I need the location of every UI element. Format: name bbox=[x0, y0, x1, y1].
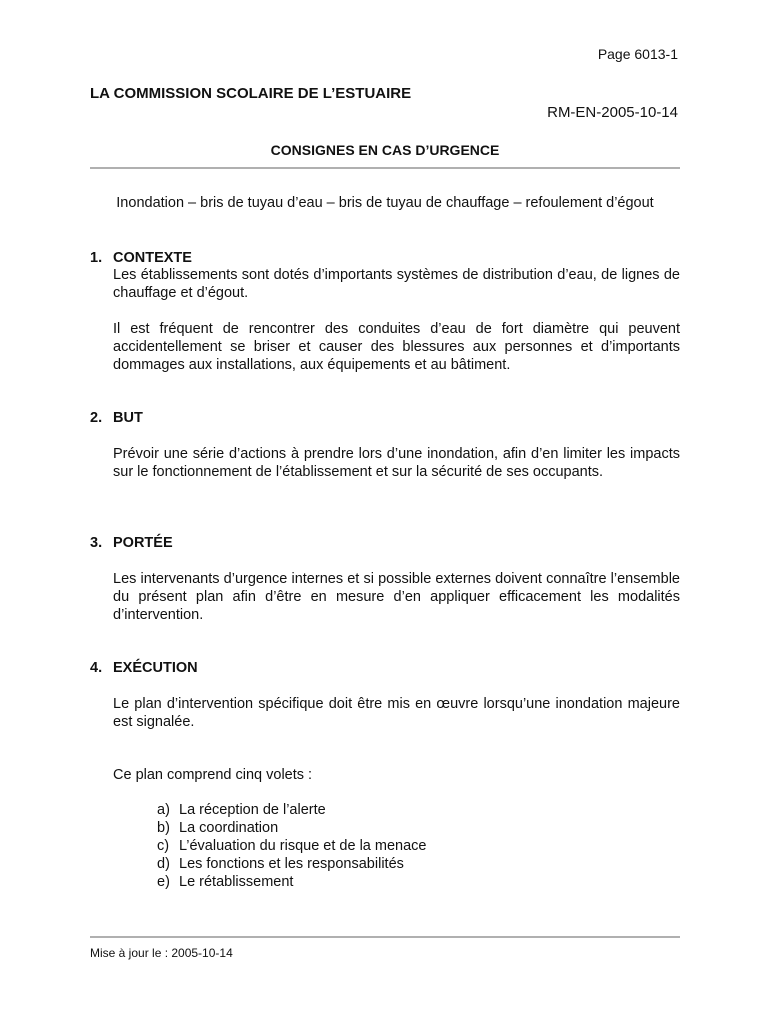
list-text: Le rétablissement bbox=[179, 874, 294, 890]
list-item bbox=[157, 873, 426, 891]
list-letter: e) bbox=[157, 874, 170, 890]
section-number: 2. bbox=[90, 410, 103, 426]
section-number: 4. bbox=[90, 660, 103, 676]
list-letter: d) bbox=[157, 856, 170, 872]
list-letter: b) bbox=[157, 820, 170, 836]
list-letter: c) bbox=[157, 838, 170, 854]
list-item bbox=[157, 837, 426, 855]
section-heading-but bbox=[90, 410, 143, 426]
document-reference: RM-EN-2005-10-14 bbox=[547, 104, 678, 121]
list-item bbox=[157, 855, 426, 873]
list-item bbox=[157, 819, 426, 837]
page-number: Page 6013-1 bbox=[597, 46, 678, 62]
list-item bbox=[157, 801, 426, 819]
list-text: La réception de l’alerte bbox=[179, 802, 326, 818]
volets-list bbox=[157, 801, 426, 891]
paragraph: Les établissements sont dotés d’importants systèmes de distribution d’eau, de lignes de chauffage et d’égout. bbox=[113, 267, 680, 301]
section-number: 3. bbox=[90, 535, 103, 551]
section-title: CONTEXTE bbox=[113, 250, 192, 266]
list-text: L’évaluation du risque et de la menace bbox=[179, 838, 427, 854]
section-heading-contexte bbox=[90, 250, 192, 266]
section-heading-portee bbox=[90, 535, 173, 551]
footer-divider bbox=[90, 936, 680, 938]
document-title: CONSIGNES EN CAS D’URGENCE bbox=[270, 142, 500, 158]
section-heading-execution bbox=[90, 660, 198, 676]
list-text: La coordination bbox=[179, 820, 279, 836]
header-divider bbox=[90, 167, 680, 169]
section-title: PORTÉE bbox=[113, 535, 173, 551]
document-subtitle: Inondation – bris de tuyau d’eau – bris de tuyau de chauffage – refoulement d’égout bbox=[116, 195, 654, 211]
list-text: Les fonctions et les responsabilités bbox=[179, 856, 404, 872]
paragraph: Ce plan comprend cinq volets : bbox=[113, 767, 313, 783]
list-letter: a) bbox=[157, 802, 170, 818]
footer-update-date: Mise à jour le : 2005-10-14 bbox=[90, 946, 233, 960]
organization-name: LA COMMISSION SCOLAIRE DE L’ESTUAIRE bbox=[90, 85, 412, 102]
paragraph: Prévoir une série d’actions à prendre lors d’une inondation, afin d’en limiter les impacts sur le fonctionnement de l’établissement et sur la sécurité de ses occupants. bbox=[113, 446, 680, 480]
paragraph: Les intervenants d’urgence internes et si possible externes doivent connaître l’ensemble du présent plan afin d’être en mesure d’en appliquer efficacement les modalités d’intervention. bbox=[113, 571, 680, 623]
section-title: EXÉCUTION bbox=[113, 660, 198, 676]
paragraph: Il est fréquent de rencontrer des conduites d’eau de fort diamètre qui peuvent accidentellement se briser et causer des blessures aux personnes et d’importants dommages aux installations, aux équipements et au bâtiment. bbox=[113, 321, 680, 373]
paragraph: Le plan d’intervention spécifique doit être mis en œuvre lorsqu’une inondation majeure est signalée. bbox=[113, 696, 680, 730]
section-number: 1. bbox=[90, 250, 103, 266]
section-title: BUT bbox=[113, 410, 143, 426]
